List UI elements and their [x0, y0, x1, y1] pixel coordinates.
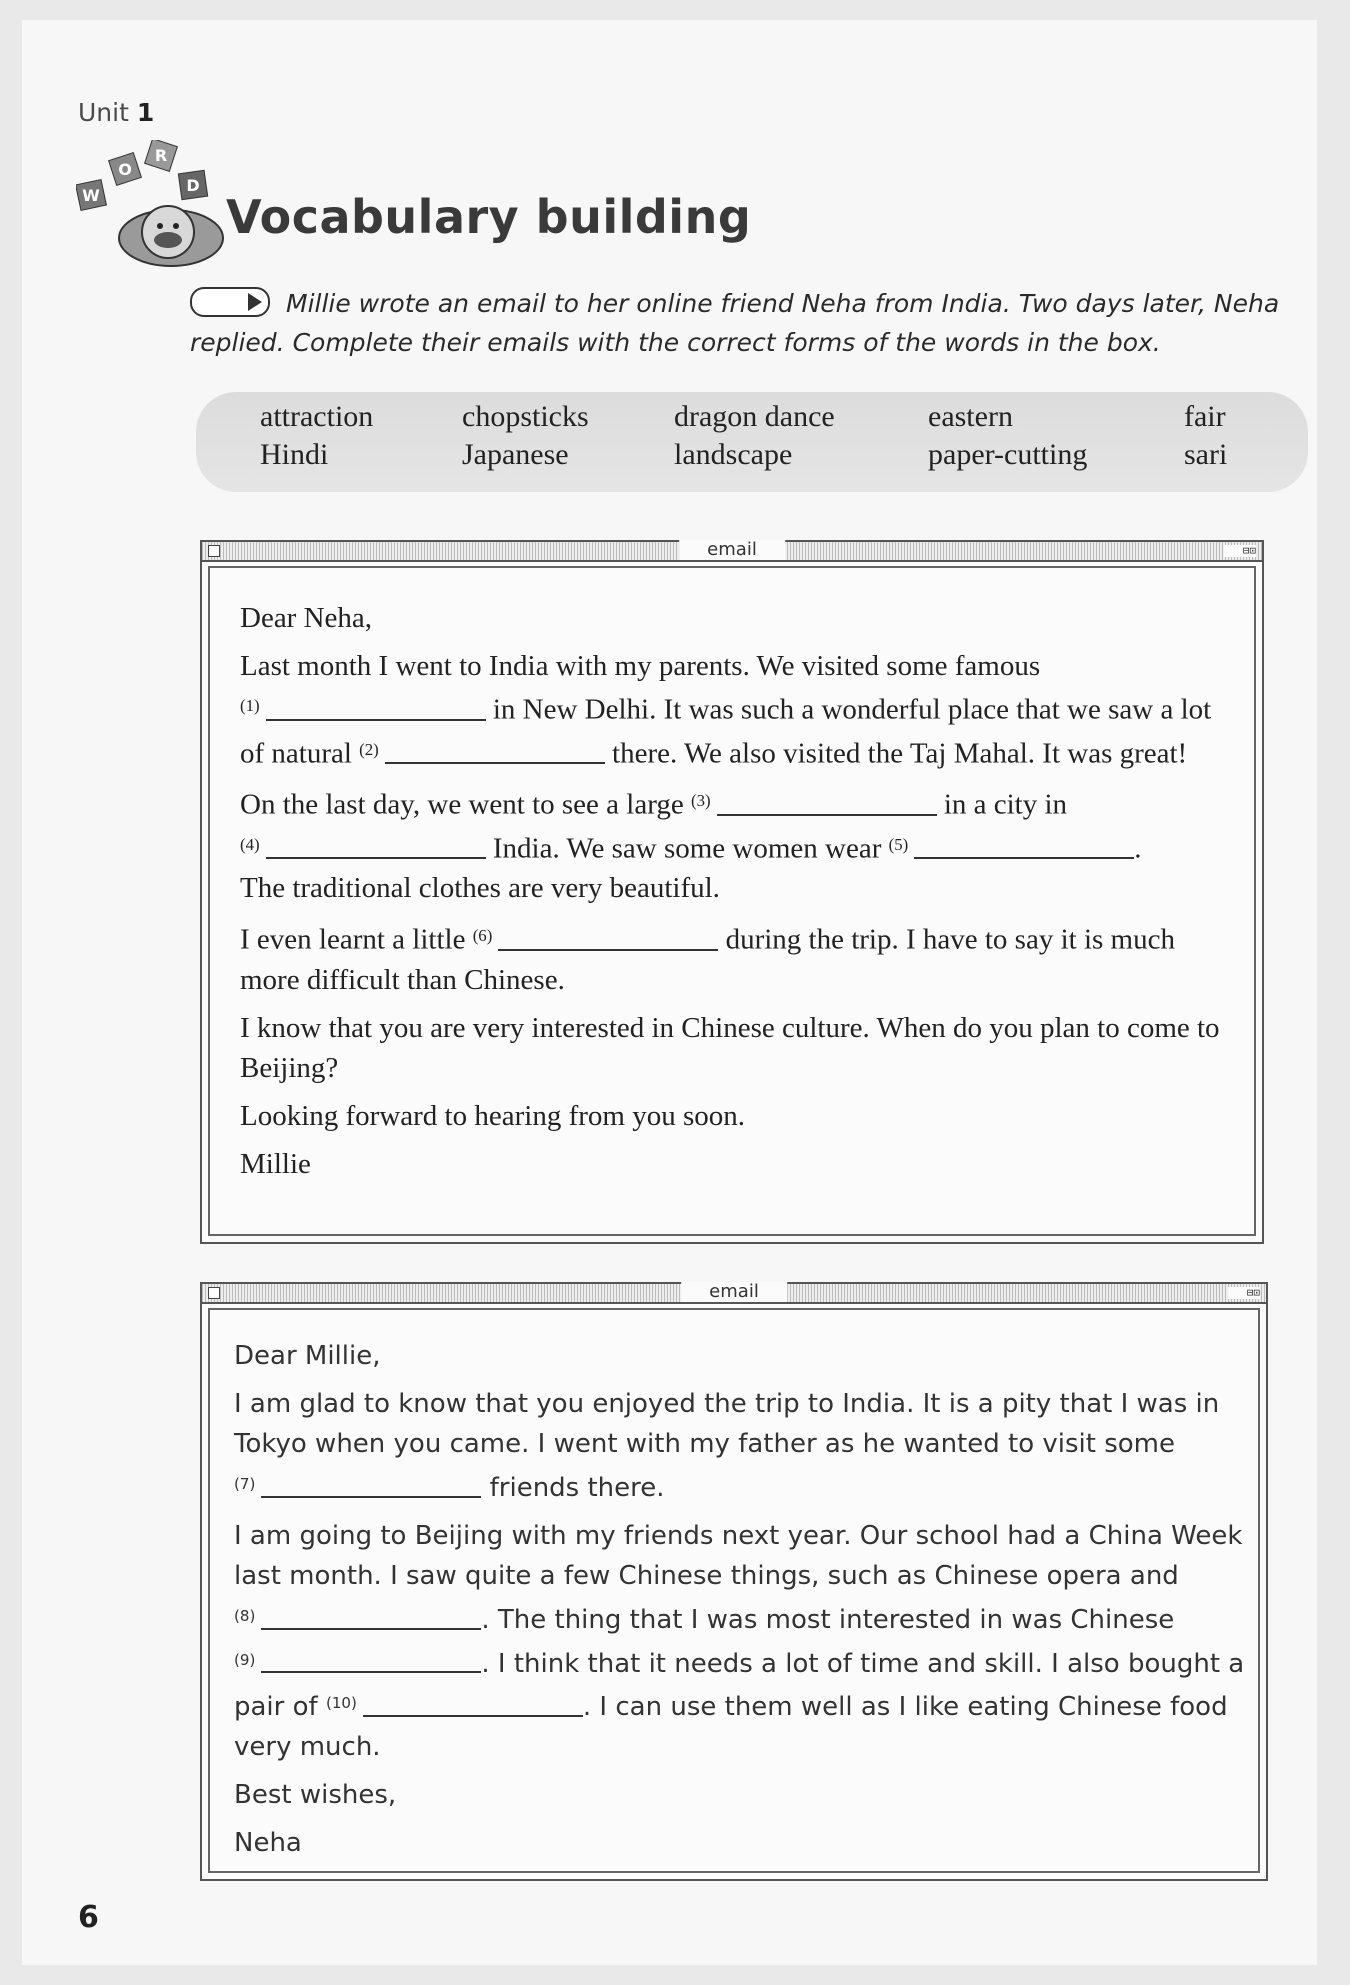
blank-2[interactable]: [385, 736, 605, 764]
email-text-millie: [240, 598, 1240, 1192]
svg-text:O: O: [118, 160, 132, 179]
blank-5[interactable]: [914, 831, 1134, 859]
email-signature: Millie: [240, 1147, 311, 1180]
page-number: 6: [78, 1900, 99, 1935]
word-box-item: chopsticks: [462, 400, 589, 433]
email-paragraph: I know that you are very interested in Chinese culture. When do you plan to come to Beijing?: [240, 1011, 1220, 1084]
svg-text:D: D: [186, 176, 200, 195]
email-window-neha: [200, 1282, 1268, 1881]
email-closing: Best wishes,: [234, 1780, 397, 1811]
email-paragraph: Last month I went to India with my parents. We visited some famous $^{(1)}$ in New Delhi. It was such a wonderful place that we saw a lot of natural $^{(2)}$ there. We also visited the Taj Mahal. It was great!: [240, 650, 1212, 770]
email-window-title: email: [681, 1282, 787, 1302]
email-titlebar: [202, 1281, 1266, 1304]
email-text-neha: [234, 1336, 1254, 1871]
close-box-icon[interactable]: [208, 545, 220, 557]
word-box-item: paper-cutting: [928, 438, 1088, 471]
word-box-item: dragon dance: [674, 400, 835, 433]
email-paragraph: On the last day, we went to see a large $^{(3)}$ in a city in $^{(4)}$ India. We saw some women wear $^{(5)}$ . The traditional clothes are very beautiful.: [240, 788, 1142, 905]
email-paragraph: Looking forward to hearing from you soon.: [240, 1099, 745, 1132]
word-box: [196, 392, 1308, 492]
email-titlebar: [202, 539, 1262, 562]
word-box-item: Hindi: [260, 438, 329, 471]
window-zoom-icon[interactable]: ⊟⊡: [1228, 1287, 1260, 1299]
word-box-item: sari: [1184, 438, 1228, 471]
word-box-item: Japanese: [462, 438, 569, 471]
blank-9[interactable]: [261, 1645, 481, 1673]
svg-text:W: W: [82, 186, 100, 205]
email-body: [208, 566, 1256, 1236]
word-box-item: eastern: [928, 400, 1013, 433]
email-paragraph: I even learnt a little $^{(6)}$ during the trip. I have to say it is much more difficult than Chinese.: [240, 923, 1175, 996]
word-box-item: landscape: [674, 438, 793, 471]
word-mascot-logo: [76, 140, 236, 270]
email-body: [208, 1308, 1260, 1873]
section-heading: Vocabulary building: [226, 190, 752, 244]
word-box-item: attraction: [260, 400, 374, 433]
email-greeting: Dear Neha,: [240, 602, 373, 634]
word-box-item: fair: [1184, 400, 1226, 433]
email-paragraph: I am glad to know that you enjoyed the trip to India. It is a pity that I was in Tokyo when you came. I went with my father as he wanted to visit some $^{(7)}$ friends there.: [234, 1389, 1220, 1503]
blank-7[interactable]: [261, 1470, 481, 1498]
email-paragraph: I am going to Beijing with my friends next year. Our school had a China Week last month. I saw quite a few Chinese things, such as Chinese opera and $^{(8)}$ . The thing that I was most interested in was Chinese $^{(9)}$ . I think that it needs a lot of time and skill. I also bought a pair of $^{(10)}$ . I can use them well as I like eating Chinese food very much.: [234, 1520, 1245, 1763]
email-greeting: Dear Millie,: [234, 1341, 381, 1371]
window-zoom-icon[interactable]: ⊟⊡: [1224, 545, 1256, 557]
exercise-instruction: Millie wrote an email to her online friend Neha from India. Two days later, Neha replied. Complete their emails with the correct forms of the words in the box.: [190, 289, 1280, 357]
blank-4[interactable]: [266, 831, 486, 859]
blank-3[interactable]: [717, 788, 937, 816]
blank-1[interactable]: [266, 693, 486, 721]
unit-label: Unit 1: [78, 98, 155, 127]
svg-text:R: R: [154, 146, 168, 165]
email-window-title: email: [679, 540, 785, 560]
email-signature: Neha: [234, 1828, 302, 1859]
audio-play-icon[interactable]: [190, 287, 270, 317]
blank-8[interactable]: [261, 1602, 481, 1630]
blank-6[interactable]: [498, 923, 718, 951]
email-window-millie: [200, 540, 1264, 1244]
blank-10[interactable]: [363, 1689, 583, 1717]
close-box-icon[interactable]: [208, 1287, 220, 1299]
